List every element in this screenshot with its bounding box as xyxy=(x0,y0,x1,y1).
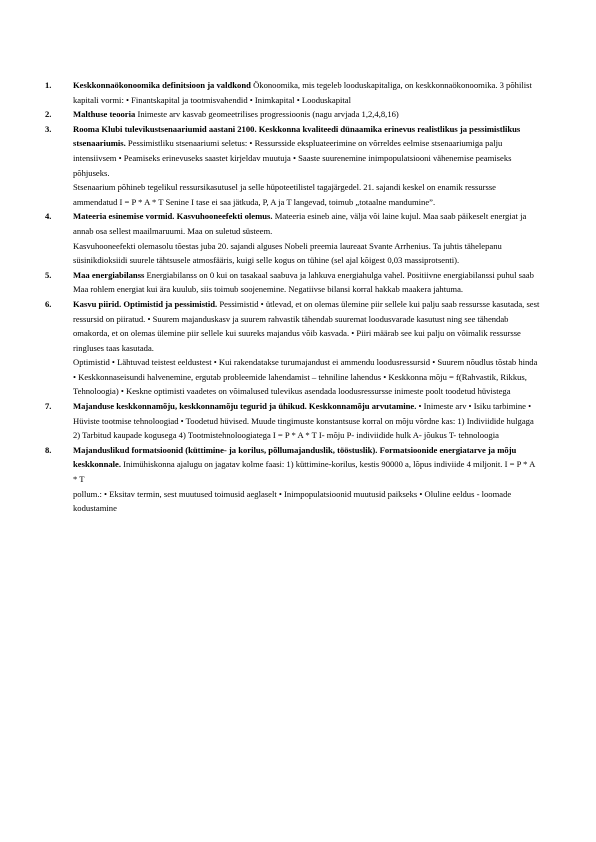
item-number: 6. xyxy=(45,298,52,309)
item-title: Keskkonnaökonoomika definitsioon ja valdkond xyxy=(73,80,251,90)
item-paragraph: Mateeria esineb aine, välja või laine kujul. Maa saab päikeselt energiat ja annab osa sellest maailmaruumi. Maa on suletud süsteem. xyxy=(73,211,527,236)
list-item xyxy=(0,297,596,399)
item-first-line xyxy=(73,443,540,487)
item-paragraph-block xyxy=(73,239,540,268)
item-title: Majanduse keskkonnamõju, keskkonnamõju tegurid ja ühikud. Keskkonnamõju arvutamine. xyxy=(73,401,417,412)
item-body xyxy=(73,78,540,107)
item-first-line xyxy=(73,268,540,297)
item-paragraph: Ökonoomika, mis tegeleb looduskapitaliga, on keskkonnaökonoomika. 3 põhilist kapitali vormi: • Finantskapital ja tootmisvahendid • Inimkapital • Looduskapital xyxy=(73,80,532,105)
item-number: 3. xyxy=(45,123,52,134)
item-title: Majanduslikud formatsioonid (küttimine- ja korilus, põllumajanduslik, tööstuslik). Formatsioonide energiatarve ja mõju keskkonnale. xyxy=(73,444,517,470)
item-first-line xyxy=(73,78,540,107)
item-first-line xyxy=(73,297,540,355)
list-item xyxy=(0,78,596,107)
item-paragraph-block xyxy=(73,180,540,209)
item-paragraph: Energiabilanss on 0 kui on tasakaal saabuva ja lahkuva energiahulga vahel. Positiivne energiabilanssi puhul saab Maa rohlem energiat kui ära kuulub, siis toimub soojenemine. Negatiivse bilansi korral hakkab maakera jahtuma. xyxy=(73,269,534,295)
list-item xyxy=(0,209,596,267)
item-body xyxy=(73,268,540,297)
item-number: 2. xyxy=(45,109,52,120)
list-item xyxy=(0,399,596,443)
item-paragraph-block xyxy=(73,487,540,516)
item-paragraph: Pessimistliku stsenaariumi seletus: • Ressursside ekspluateerimine on võrreldes eelmise stsenaariumiga palju intensiivsem • Peamiseks erinevuseks saastet kirjeldav muutuja • Saaste suurenemine inimpopulatsiooni vähenemise peamiseks põhjuseks. xyxy=(73,138,512,178)
item-title: Kasvu piirid. Optimistid ja pessimistid. xyxy=(73,298,218,309)
item-paragraph: • Inimeste arv • Isiku tarbimine • Hüviste tootmise tehnoloogiad • Toodetud hüvised. Muude tingimuste konstantsuse korral on mõju võrdne kas: 1) Indiviidide hulgaga 2) Tarbitud kaupade kogusega 4) Tootmistehnoloogiatega I = P * A * T I- mõju P- indiviidide hulk A- jõukus T- tehnoloogia xyxy=(73,401,534,441)
item-body xyxy=(73,209,540,267)
item-title: Mateeria esinemise vormid. Kasvuhooneefekti olemus. xyxy=(73,211,273,222)
item-first-line xyxy=(73,122,540,180)
item-first-line xyxy=(73,107,540,122)
item-paragraph: Stsenaarium põhineb tegelikul ressursikasutusel ja selle hüpoteetilistel tagajärgedel. 21. sajandi keskel on enamik ressursse ammendatud I = P * A * T Senine I tase ei saa jätkuda, P, A ja T langevad, toimub „totaalne mandumine”. xyxy=(73,182,496,207)
item-first-line xyxy=(73,209,540,238)
item-paragraph: Kasvuhooneefekti olemasolu tõestas juba 20. sajandi alguses Nobeli preemia laureaat Svante Arrhenius. Ta juhtis tähelepanu süsinikdioksiidi suurele tähtsusele atmosfääris, kuigi selle kogus on tühine (sel ajal kõigest 0,03 massiprotsenti). xyxy=(73,240,502,266)
item-first-line xyxy=(73,399,540,443)
item-body xyxy=(73,297,540,399)
item-paragraph: Inimeste arv kasvab geomeetrilises progressioonis (nagu arvjada 1,2,4,8,16) xyxy=(137,109,399,120)
numbered-list xyxy=(0,78,596,516)
list-item xyxy=(0,268,596,297)
item-body xyxy=(73,107,540,122)
item-body xyxy=(73,122,540,210)
item-paragraph-block xyxy=(73,355,540,399)
item-body xyxy=(73,443,540,516)
list-item xyxy=(0,122,596,210)
list-item xyxy=(0,107,596,122)
item-paragraph: Pessimistid • ütlevad, et on olemas ülemine piir sellele kui palju saab ressursse kasutada, sest ressursid on piiratud. • Suurem majanduskasv ja suurem rahvastik tähendab suuremat loodusvarade kasutust ning see tähendab omakorda, et on olemas ülemine piir sellele kui suureks majandus võib kasvada. • Piiri määrab see kui palju on võimalik ressursse ringluses taas kasutada. xyxy=(73,298,540,353)
item-title: Malthuse teooria xyxy=(73,109,136,120)
item-number: 1. xyxy=(45,80,52,90)
item-body xyxy=(73,399,540,443)
item-number: 8. xyxy=(45,444,52,455)
item-paragraph: pollum.: • Eksitav termin, sest muutused toimusid aeglaselt • Inimpopulatsioonid muutusid paikseks • Oluline eeldus - loomade kodustamine xyxy=(73,488,512,514)
item-number: 4. xyxy=(45,211,52,222)
item-title: Maa energiabilanss xyxy=(73,269,145,280)
item-number: 7. xyxy=(45,401,52,412)
item-paragraph: Optimistid • Lähtuvad teistest eeldustest • Kui rakendatakse turumajandust ei ammendu loodusressursid • Suurem nõudlus tõstab hinda • Keskkonnaseisundi halvenemine, ergutab probleemide lahendamist – tehniline lahendus • Keskkonna mõju = f(Rahvastik, Rikkus, Tehnoloogia) • Keskne optimisti vaadetes on võimalused tulevikus asendada loodusressursse inimeste poolt toodetud hüvistega xyxy=(73,357,538,397)
item-title: Rooma Klubi tulevikustsenaariumid aastani 2100. Keskkonna kvaliteedi dünaamika erinevus realistlikus ja pessimistlikus stsenaariumis. xyxy=(73,123,521,149)
item-number: 5. xyxy=(45,269,52,280)
item-paragraph: Inimühiskonna ajalugu on jagatav kolme faasi: 1) küttimine-korilus, kestis 90000 a, lõpus indiviide 4 miljonit. I = P * A * T xyxy=(73,459,535,485)
list-item xyxy=(0,443,596,516)
